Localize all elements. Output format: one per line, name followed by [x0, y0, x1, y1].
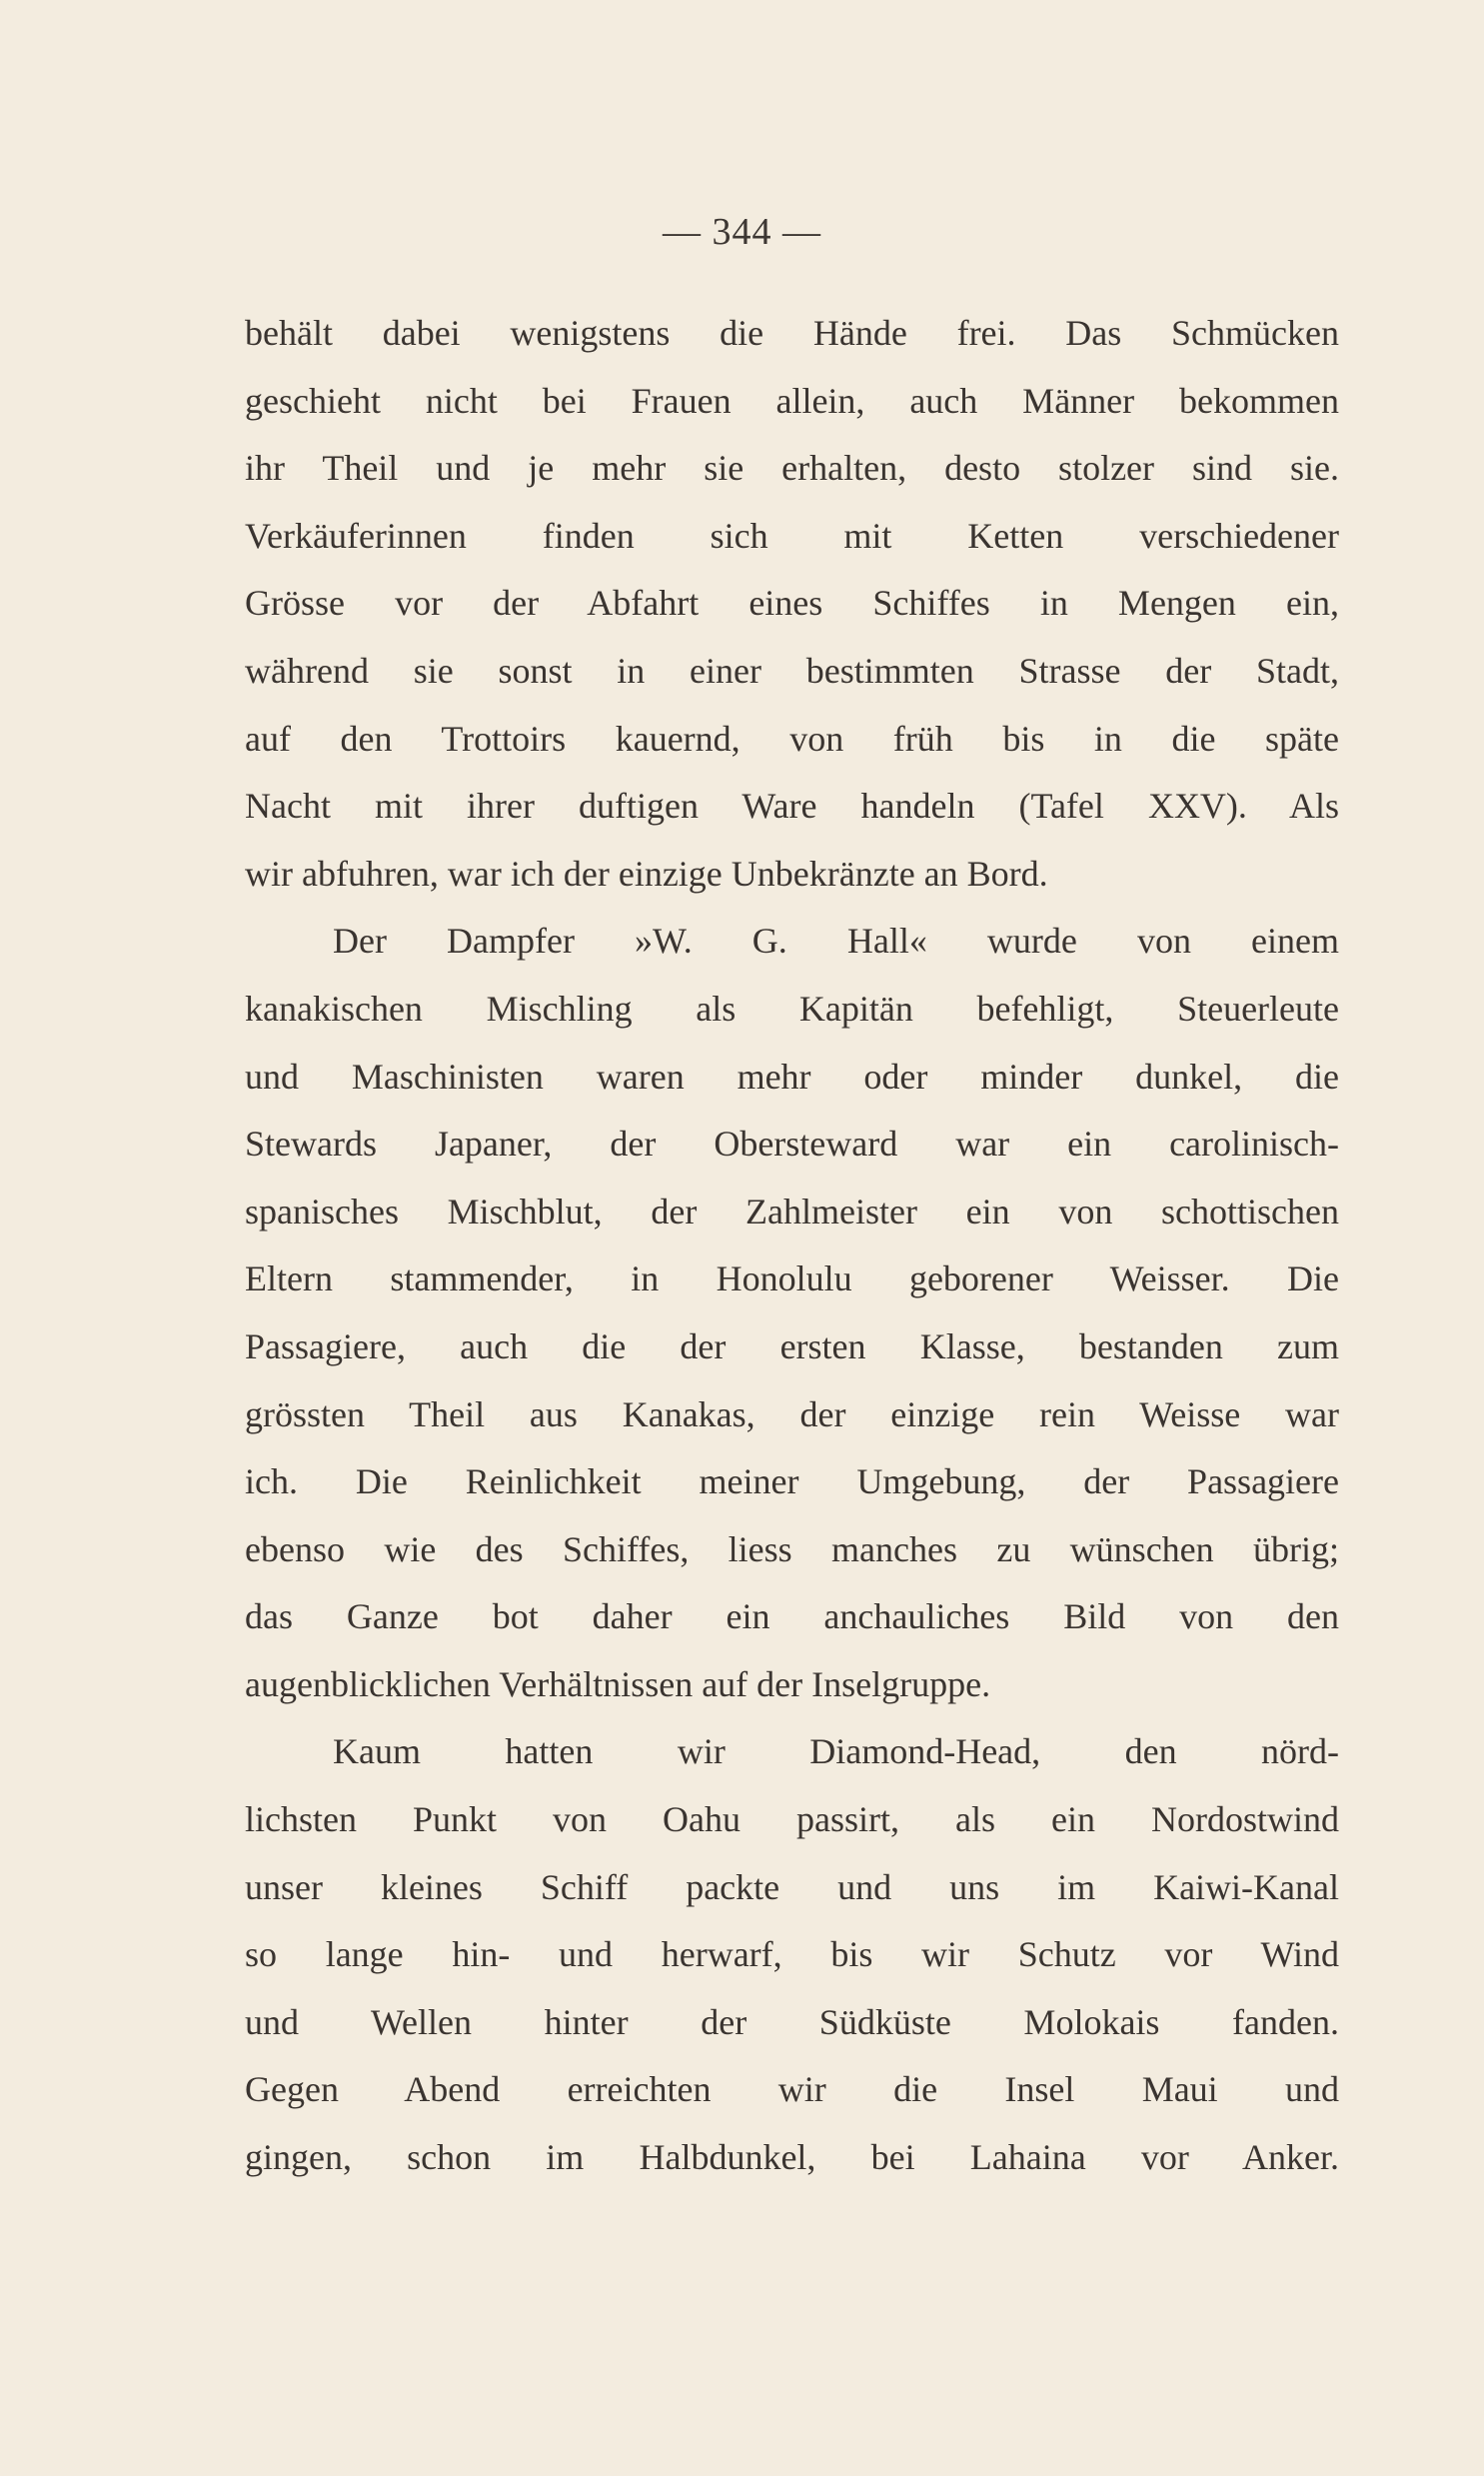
text-line: und Maschinisten waren mehr oder minder dunkel, die	[245, 1056, 1339, 1097]
text-line: Gegen Abend erreichten wir die Insel Maui und	[245, 2069, 1339, 2110]
text-line: ebenso wie des Schiffes, liess manches zu wünschen übrig;	[245, 1528, 1339, 1569]
text-line: Stewards Japaner, der Obersteward war ein carolinisch-	[245, 1124, 1339, 1165]
text-line: Verkäuferinnen finden sich mit Ketten verschiedener	[245, 515, 1339, 556]
page-number: — 344 —	[663, 211, 821, 253]
paragraph-start-line: Kaum hatten wir Diamond-Head, den nörd-	[333, 1731, 1339, 1772]
text-line: unser kleines Schiff packte und uns im Kaiwi-Kanal	[245, 1866, 1339, 1907]
text-line: ich. Die Reinlichkeit meiner Umgebung, der Passagiere	[245, 1461, 1339, 1502]
text-line: gingen, schon im Halbdunkel, bei Lahaina vor Anker.	[245, 2137, 1339, 2178]
text-line: Grösse vor der Abfahrt eines Schiffes in Mengen ein,	[245, 583, 1339, 624]
text-line: auf den Trottoirs kauernd, von früh bis in die späte	[245, 718, 1339, 759]
body-text	[245, 300, 1339, 2192]
text-line: geschieht nicht bei Frauen allein, auch Männer bekommen	[245, 380, 1339, 421]
text-line: und Wellen hinter der Südküste Molokais fanden.	[245, 2001, 1339, 2042]
paragraph-start-line: Der Dampfer »W. G. Hall« wurde von einem	[333, 921, 1339, 962]
text-line: spanisches Mischblut, der Zahlmeister ein von schottischen	[245, 1191, 1339, 1232]
text-line: kanakischen Mischling als Kapitän befehligt, Steuerleute	[245, 988, 1339, 1029]
text-line: Nacht mit ihrer duftigen Ware handeln (Tafel XXV). Als	[245, 786, 1339, 827]
text-line: Eltern stammender, in Honolulu geborener Weisser. Die	[245, 1258, 1339, 1299]
text-line: so lange hin- und herwarf, bis wir Schutz vor Wind	[245, 1934, 1339, 1975]
text-line: lichsten Punkt von Oahu passirt, als ein Nordostwind	[245, 1799, 1339, 1840]
text-line: wir abfuhren, war ich der einzige Unbekränzte an Bord.	[245, 853, 1048, 894]
text-line: Passagiere, auch die der ersten Klasse, bestanden zum	[245, 1325, 1339, 1366]
text-line: behält dabei wenigstens die Hände frei. Das Schmücken	[245, 313, 1339, 353]
text-line: während sie sonst in einer bestimmten Strasse der Stadt,	[245, 650, 1339, 691]
text-line: das Ganze bot daher ein anchauliches Bild von den	[245, 1596, 1339, 1637]
text-line: ihr Theil und je mehr sie erhalten, desto stolzer sind sie.	[245, 448, 1339, 489]
text-line: grössten Theil aus Kanakas, der einzige rein Weisse war	[245, 1393, 1339, 1434]
text-line: augenblicklichen Verhältnissen auf der Inselgruppe.	[245, 1663, 991, 1704]
